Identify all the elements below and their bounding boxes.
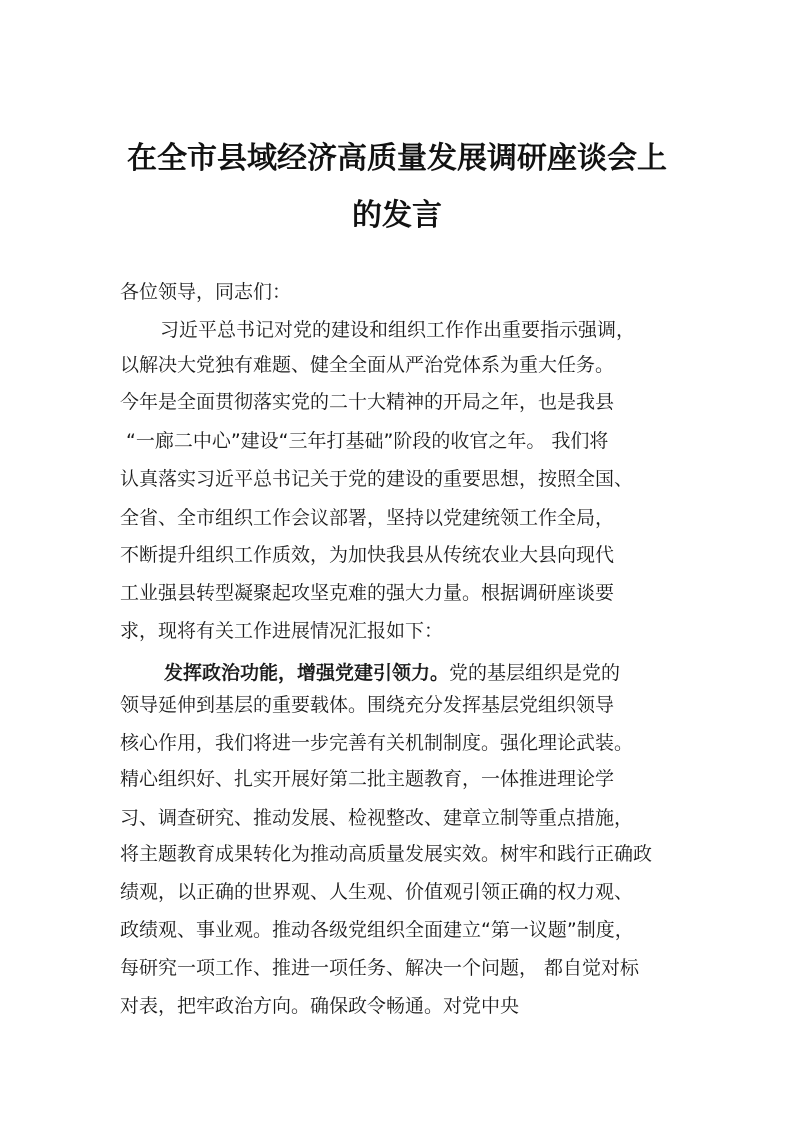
document-title-line-1: 在全市县域经济高质量发展调研座谈会上	[127, 141, 667, 176]
para2-line: 精心组织好、扎实开展好第二批主题教育，一体推进理论学	[120, 768, 615, 790]
para2-line: 对表，把牢政治方向。确保政令畅通。对党中央	[120, 995, 520, 1017]
para1-line: 求，现将有关工作进展情况汇报如下：	[120, 620, 444, 642]
para2-first-line	[164, 661, 620, 685]
para1-line: 不断提升组织工作质效，为加快我县从传统农业大县向现代	[120, 544, 615, 566]
para1-line: 习近平总书记对党的建设和组织工作作出重要指示强调，	[160, 319, 636, 341]
para2-line: 习、调查研究、推动发展、检视整改、建章立制等重点措施，	[120, 807, 634, 829]
para1-line: 今年是全面贯彻落实党的二十大精神的开局之年，也是我县	[120, 391, 615, 413]
para1-line: “一廊二中心”建设“三年打基础”阶段的收官之年。 我们将	[126, 430, 609, 452]
para2-line: 核心作用，我们将进一步完善有关机制制度。强化理论武装。	[120, 732, 634, 754]
para2-line: 每研究一项工作、推进一项任务、解决一个问题， 都自觉对标	[120, 957, 640, 979]
para2-first-rest: 党的基层组织是党的	[449, 662, 621, 684]
para2-line: 将主题教育成果转化为推动高质量发展实效。树牢和践行正确政	[120, 843, 653, 865]
para1-line: 工业强县转型凝聚起攻坚克难的强大力量。根据调研座谈要	[120, 582, 615, 604]
para1-line: 以解决大党独有难题、健全全面从严治党体系为重大任务。	[120, 354, 615, 376]
document-title-line-2: 的发言	[352, 198, 442, 233]
para2-bold-lead: 发挥政治功能，增强党建引领力。	[164, 662, 450, 684]
para2-line: 政绩观、事业观。推动各级党组织全面建立“第一议题”制度，	[120, 919, 634, 941]
para1-line: 认真落实习近平总书记关于党的建设的重要思想，按照全国、	[120, 468, 634, 490]
para2-line: 领导延伸到基层的重要载体。围绕充分发挥基层党组织领导	[120, 694, 615, 716]
para1-line: 全省、全市组织工作会议部署，坚持以党建统领工作全局，	[120, 507, 615, 529]
salutation: 各位领导，同志们：	[120, 281, 292, 303]
para2-line: 绩观，以正确的世界观、人生观、价值观引领正确的权力观、	[120, 881, 634, 903]
